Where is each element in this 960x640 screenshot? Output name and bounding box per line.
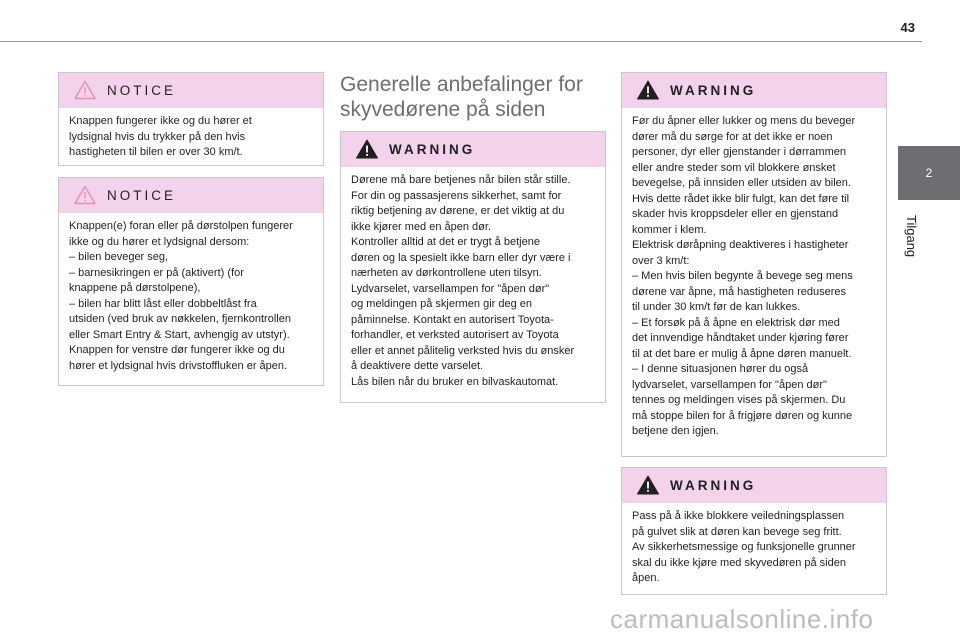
notice-text: Knappen(e) foran eller på dørstolpen fungerer ikke og du hører et lydsignal dersom: – bilen beveger seg, – barnesikringen er på (aktivert) (for knappene på dørstolpene), – bilen har blitt låst eller dobbeltlåst fra utsiden (ved bruk av nøkkelen, fjernkontrollen eller Smart Entry & Start, avhengig av utstyr). Knappen for venstre dør fungerer ikke og du hører et lydsignal hvis drivstoffluken er åpen.	[69, 220, 293, 372]
warning-title: WARNING	[670, 83, 757, 98]
chapter-tab[interactable]	[898, 146, 960, 200]
warning-text: Pass på å ikke blokkere veiledningsplassen på gulvet slik at døren kan bevege seg fritt. Av sikkerhetsmessige og funksjonelle grunner skal du ikke kjøre med skyvedøren på siden åpen.	[632, 510, 856, 584]
warning-title: WARNING	[389, 142, 476, 157]
section-heading: Generelle anbefalinger for skyvedørene på siden	[340, 73, 583, 121]
warning-triangle-icon	[637, 80, 659, 100]
warning-box-3	[621, 467, 887, 595]
notice-box-1	[58, 72, 324, 166]
notice-box-2	[58, 177, 324, 386]
notice-title: NOTICE	[107, 188, 177, 203]
warning-title: WARNING	[670, 478, 757, 493]
warning-header	[622, 468, 886, 503]
notice-title: NOTICE	[107, 83, 177, 98]
page-number: 43	[900, 20, 915, 35]
notice-triangle-icon	[74, 185, 96, 205]
notice-text: Knappen fungerer ikke og du hører et lydsignal hvis du trykker på den hvis hastigheten til bilen er over 30 km/t.	[69, 115, 252, 158]
warning-box-2	[621, 72, 887, 457]
warning-box-1	[340, 131, 606, 403]
warning-header	[622, 73, 886, 108]
warning-triangle-icon	[637, 475, 659, 495]
notice-header	[59, 73, 323, 108]
notice-triangle-icon	[74, 80, 96, 100]
warning-text: Før du åpner eller lukker og mens du beveger dører må du sørge for at det ikke er noen personer, dyr eller gjenstander i dørrammen eller andre steder som vil blokkere ønsket bevegelse, på innsiden eller utsiden av bilen. Hvis dette rådet ikke blir fulgt, kan det føre til skader hvis kroppsdeler eller en gjenstand kommer i klem. Elektrisk døråpning deaktiveres i hastigheter over 3 km/t: – Men hvis bilen begynte å bevege seg mens dørene var åpne, må hastigheten reduseres til under 30 km/t før de kan lukkes. – Et forsøk på å åpne en elektrisk dør med det innvendige håndtaket under kjøring fører til at det bare er mulig å åpne døren manuelt. – I denne situasjonen hører du også lydvarselet, varsellampen for "åpen dør" tennes og meldingen vises på skjermen. Du må stoppe bilen for å frigjøre døren og kunne betjene den igjen.	[632, 115, 856, 437]
chapter-number: 2	[925, 166, 933, 180]
warning-text: Dørene må bare betjenes når bilen står stille. For din og passasjerens sikkerhet, samt for riktig betjening av dørene, er det viktig at du ikke kjører med en åpen dør. Kontroller alltid at det er trygt å betjene døren og la spesielt ikke barn eller dyr være i nærheten av dørkontrollene uten tilsyn. Lydvarselet, varsellampen for "åpen dør" og meldingen på skjermen gir deg en påminnelse. Kontakt en autorisert Toyota- forhandler, et verksted autorisert av Toyota eller et annet pålitelig verksted hvis du ønsker å deaktivere dette varselet. Lås bilen når du bruker en bilvaskautomat.	[351, 174, 575, 388]
top-divider	[0, 41, 922, 42]
notice-header	[59, 178, 323, 213]
warning-header	[341, 132, 605, 167]
warning-triangle-icon	[356, 139, 378, 159]
watermark: carmanualsonline.info	[610, 604, 874, 634]
chapter-label: Tilgang	[904, 215, 919, 258]
